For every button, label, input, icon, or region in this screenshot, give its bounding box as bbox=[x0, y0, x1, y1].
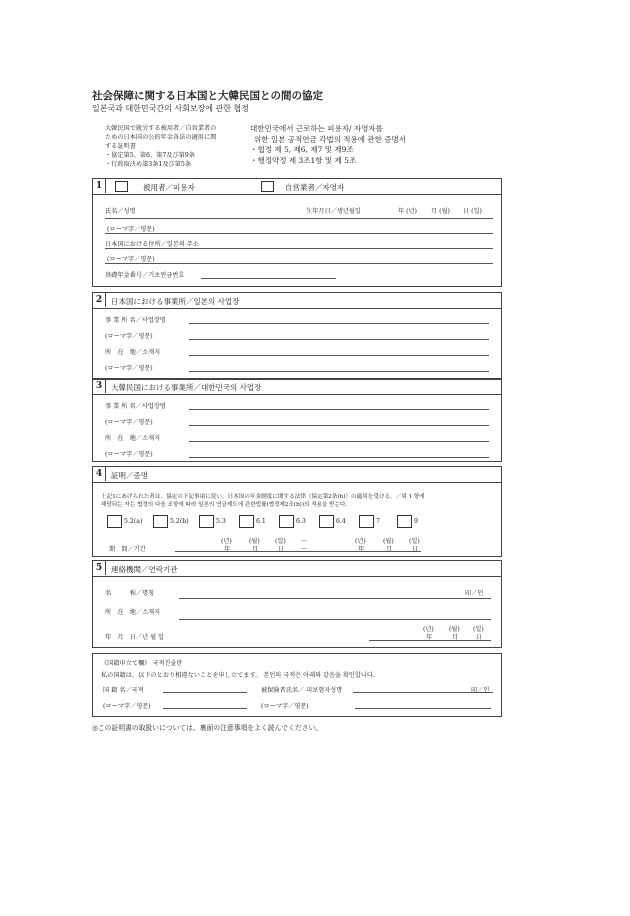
footer-note: ◎この証明書の取扱いについては、裏面の注意事項をよく読んでください。 bbox=[92, 724, 323, 732]
article-checkbox[interactable] bbox=[359, 515, 374, 528]
section-2 bbox=[92, 292, 502, 380]
section-5 bbox=[92, 560, 502, 648]
year-label: 年 (년) bbox=[398, 208, 417, 215]
day: 日 bbox=[476, 634, 483, 641]
pension-number-field[interactable] bbox=[201, 278, 336, 279]
office-label: 事 業 所 名／사업장명 bbox=[105, 403, 166, 410]
nationality-roman-field[interactable] bbox=[163, 708, 247, 709]
birth-label: 生年月日／생년월일 bbox=[306, 208, 361, 215]
article-checkbox[interactable] bbox=[319, 515, 334, 528]
certification-text-ko: 해당되는 자는 협정의 다음 조항에 따라 일본의 연금제도에 관한법률(협정제2조(b))의 적용을 받는다. bbox=[101, 502, 348, 508]
tilde: ～ bbox=[301, 546, 308, 553]
section-number: 2 bbox=[93, 293, 106, 307]
location-field[interactable] bbox=[179, 619, 491, 620]
date-field[interactable] bbox=[369, 640, 491, 641]
location-label: 所 在 地／소재지 bbox=[105, 435, 161, 442]
day: 日 bbox=[412, 546, 419, 553]
intro-line: ・行政取決め第3条1及び第5条 bbox=[105, 161, 192, 168]
insured-name-roman-field[interactable] bbox=[355, 708, 491, 709]
ko-month: (월) bbox=[383, 538, 394, 545]
office-roman-field[interactable] bbox=[189, 425, 489, 426]
location-roman-field[interactable] bbox=[189, 457, 489, 458]
ko-month: (월) bbox=[249, 538, 260, 545]
month: 月 bbox=[452, 634, 459, 641]
declaration-text: 私の国籍は、以下のとおり相違ないことを申し立てます。 본인의 국적은 아래와 같음을 확인합니다. bbox=[101, 672, 375, 679]
section-4 bbox=[92, 466, 502, 557]
article-checkbox[interactable] bbox=[279, 515, 294, 528]
ko-year: (년) bbox=[355, 538, 366, 545]
intro-line: 大韓民国で就労する被用者／自営業者の bbox=[105, 125, 217, 132]
period-label: 期 間／기간 bbox=[109, 546, 146, 553]
article-label: 5.2(b) bbox=[170, 518, 189, 525]
address-field[interactable] bbox=[105, 248, 493, 249]
section-number: 3 bbox=[93, 379, 106, 393]
nationality-declaration bbox=[92, 653, 502, 717]
location-field[interactable] bbox=[189, 355, 489, 356]
ko-day: (일) bbox=[275, 538, 286, 545]
office-label: 事 業 所 名／사업장명 bbox=[105, 317, 166, 324]
section-title: 証明／증명 bbox=[111, 471, 148, 480]
roman-label: (ローマ字／영문) bbox=[107, 226, 155, 233]
intro-ja bbox=[105, 124, 216, 169]
self-employed-label: 自営業者／자영자 bbox=[285, 183, 345, 192]
roman-label: (ローマ字／영문) bbox=[105, 451, 153, 458]
article-label: 9 bbox=[414, 518, 418, 525]
location-roman-field[interactable] bbox=[189, 371, 489, 372]
month: 月 bbox=[386, 546, 393, 553]
intro-line: ・協定第5、第6、第7及び第9条 bbox=[105, 152, 195, 159]
article-label: 6.3 bbox=[296, 518, 306, 525]
article-checkbox[interactable] bbox=[239, 515, 254, 528]
day: 日 bbox=[278, 546, 285, 553]
year: 年 bbox=[224, 546, 231, 553]
office-field[interactable] bbox=[189, 409, 489, 410]
declaration-title: 《国籍申立て欄》 국적진술란 bbox=[101, 660, 183, 667]
location-label: 所 在 地／소재지 bbox=[105, 349, 161, 356]
office-field[interactable] bbox=[189, 323, 489, 324]
insured-name-label: 被保険者氏名／ 피보험자성명 bbox=[261, 687, 343, 694]
intro-line: 대한민국에서 근로하는 피용자/ 자영자를 bbox=[250, 124, 383, 133]
article-label: 5.3 bbox=[216, 518, 226, 525]
intro-ko bbox=[250, 124, 406, 166]
ko-year: (년) bbox=[221, 538, 232, 545]
roman-label: (ローマ字／영문) bbox=[103, 703, 151, 710]
month: 月 bbox=[252, 546, 259, 553]
certification-text-ja: 上記1にあげられた者は、協定の下記事項に従い、日本国の年金制度に関する法律（協定第2条(b)）の適用を受ける。／위 1 항에 bbox=[101, 494, 425, 500]
ko-year: (년) bbox=[423, 626, 434, 633]
roman-label: (ローマ字／영문) bbox=[105, 365, 153, 372]
nationality-field[interactable] bbox=[163, 692, 247, 693]
employee-checkbox[interactable] bbox=[115, 181, 128, 192]
title-ja: 社会保障に関する日本国と大韓民国との間の協定 bbox=[92, 90, 323, 102]
article-checkbox[interactable] bbox=[199, 515, 214, 528]
article-checkbox[interactable] bbox=[397, 515, 412, 528]
month-label: 月 (월) bbox=[431, 208, 450, 215]
address-label: 日本国における住所／일본의 주소 bbox=[105, 241, 199, 248]
seal-label: 印／인 bbox=[465, 590, 484, 597]
intro-line: ・협정 제 5, 제6, 제7 및 제9조 bbox=[250, 145, 354, 154]
section-number: 5 bbox=[93, 561, 106, 575]
period-field[interactable] bbox=[175, 551, 421, 552]
self-employed-checkbox[interactable] bbox=[261, 181, 274, 192]
article-label: 5.2(a) bbox=[124, 518, 143, 525]
address-roman-field[interactable] bbox=[105, 263, 493, 264]
roman-label: (ローマ字／영문) bbox=[107, 256, 155, 263]
intro-line: 위한 일본 공적연금 각법의 적용에 관한 증명서 bbox=[254, 134, 406, 144]
office-roman-field[interactable] bbox=[189, 339, 489, 340]
day-label: 日 (일) bbox=[463, 208, 482, 215]
section-1 bbox=[92, 178, 502, 287]
year: 年 bbox=[426, 634, 433, 641]
intro-line: する証明書 bbox=[105, 143, 136, 150]
article-checkbox[interactable] bbox=[153, 515, 168, 528]
name-roman-field[interactable] bbox=[105, 233, 493, 234]
section-title: 日本国における事業所／일본의 사업장 bbox=[111, 297, 240, 306]
article-label: 7 bbox=[376, 518, 380, 525]
agency-name-field[interactable] bbox=[179, 598, 491, 599]
ko-day: (일) bbox=[409, 538, 420, 545]
section-number: 4 bbox=[93, 467, 106, 481]
section-title: 連絡機関／연락기관 bbox=[111, 565, 178, 574]
name-label: 氏名／성명 bbox=[105, 208, 136, 215]
date-label: 年 月 日／년 월 일 bbox=[105, 634, 164, 641]
article-label: 6.1 bbox=[256, 518, 266, 525]
location-label: 所 在 地／소재지 bbox=[105, 609, 161, 616]
ko-day: (일) bbox=[473, 626, 484, 633]
nationality-label: 国 籍 名／국적 bbox=[103, 687, 144, 694]
roman-label: (ローマ字／영문) bbox=[105, 333, 153, 340]
name-field[interactable] bbox=[105, 218, 493, 219]
intro-line: ・행정약정 제 3조1항 및 제 5조 bbox=[250, 155, 357, 165]
section-number: 1 bbox=[93, 179, 106, 193]
tilde: ～ bbox=[301, 538, 308, 545]
section-3 bbox=[92, 378, 502, 462]
article-checkbox[interactable] bbox=[107, 515, 122, 528]
seal-label: 印／인 bbox=[471, 687, 490, 694]
intro-line: ための日本国の公的年金各法の適用に関 bbox=[105, 134, 217, 141]
section-title: 大韓民国における事業所／대한민국의 사업장 bbox=[111, 383, 262, 392]
roman-label: (ローマ字／영문) bbox=[105, 419, 153, 426]
roman-label: (ローマ字／영문) bbox=[261, 703, 309, 710]
article-label: 6.4 bbox=[336, 518, 346, 525]
agency-name-label: 名 称／명칭 bbox=[105, 590, 155, 597]
ko-month: (월) bbox=[449, 626, 460, 633]
employee-label: 被用者／피용자 bbox=[143, 183, 195, 192]
location-field[interactable] bbox=[189, 441, 489, 442]
year: 年 bbox=[358, 546, 365, 553]
title-ko: 일본국과 대한민국간의 사회보장에 관한 협정 bbox=[92, 104, 250, 113]
pension-number-label: 基礎年金番号／기초연금번호 bbox=[105, 272, 185, 279]
